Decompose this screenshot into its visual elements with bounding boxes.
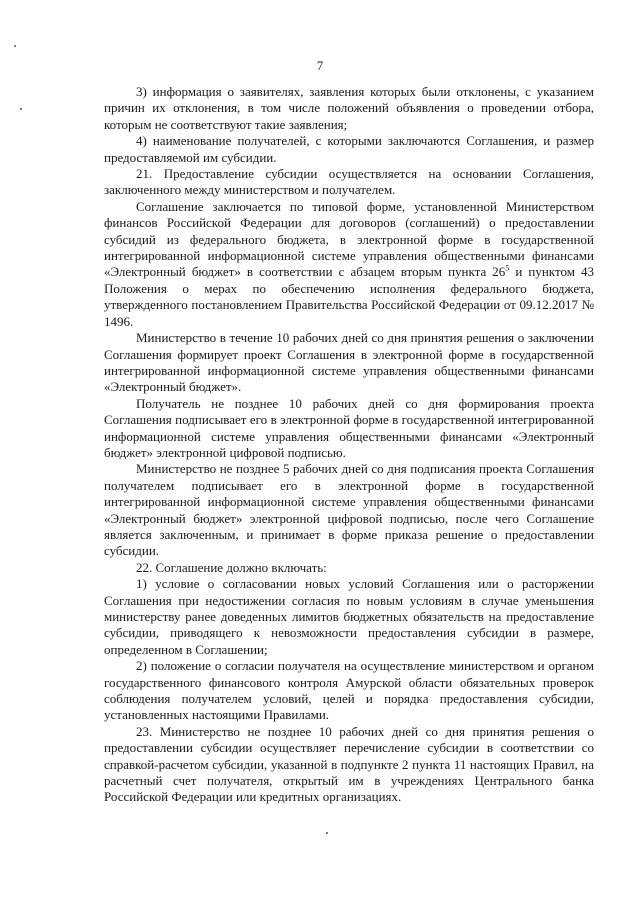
- scan-speck: [326, 832, 328, 834]
- paragraph-text: Соглашение заключается по типовой форме, установленной Министерством финансов Российской Федерации для договоров (соглашений) о предоставлении субсидий из федерального бюджета, в электронной форме в государственной интегрированной информационной системе управления общественными финансами «Электронный бюджет» в соответствии с абзацем вторым пункта 26: [104, 198, 594, 280]
- document-body: [104, 84, 594, 806]
- paragraph-text-tail: и пунктом 43 Положения о мерах по обеспечению исполнения федерального бюджета, утвержденного постановлением Правительства Российской Федерации от 09.12.2017 № 1496.: [104, 264, 594, 329]
- paragraph: Получатель не позднее 10 рабочих дней со дня формирования проекта Соглашения подписывает его в электронной форме в государственной интегрированной информационной системе управления общественными финансами «Электронный бюджет» электронной цифровой подписью.: [104, 395, 594, 460]
- paragraph: 1) условие о согласовании новых условий Соглашения или о расторжении Соглашения при недостижении согласия по новым условиям в случае уменьшения министерству ранее доведенных лимитов бюджетных обязательств на предоставление субсидии, приводящего к невозможности предоставления субсидии в размере, определенном в Соглашении;: [104, 576, 594, 657]
- paragraph: 23. Министерство не позднее 10 рабочих дней со дня принятия решения о предоставлении субсидии осуществляет перечисление субсидии в соответствии со справкой-расчетом субсидии, указанной в подпункте 2 пункта 11 настоящих Правил, на расчетный счет получателя, открытый им в учреждениях Центрального банка Российской Федерации или кредитных организациях.: [104, 723, 594, 805]
- scan-speck: [20, 108, 22, 110]
- paragraph: 2) положение о согласии получателя на осуществление министерством и органом государственного финансового контроля Амурской области обязательных проверок соблюдения получателем условий, целей и порядка предоставления субсидии, установленных настоящими Правилами.: [104, 658, 594, 723]
- paragraph: Министерство в течение 10 рабочих дней со дня принятия решения о заключении Соглашения формирует проект Соглашения в электронной форме в государственной интегрированной информационной системе управления общественными финансами «Электронный бюджет».: [104, 330, 594, 395]
- superscript-number: 5: [505, 264, 510, 274]
- paragraph: 22. Соглашение должно включать:: [136, 559, 327, 575]
- paragraph: 4) наименование получателей, с которыми заключаются Соглашения, и размер предоставляемой им субсидии.: [104, 133, 594, 165]
- paragraph-with-footnote: [104, 199, 594, 330]
- paragraph: 3) информация о заявителях, заявления которых были отклонены, с указанием причин их отклонения, в том числе положений объявления о проведении отбора, которым не соответствуют такие заявления;: [104, 84, 594, 132]
- paragraph: 21. Предоставление субсидии осуществляется на основании Соглашения, заключенного между министерством и получателем.: [104, 166, 594, 198]
- paragraph: Министерство не позднее 5 рабочих дней со дня подписания проекта Соглашения получателем подписывает его в электронной форме в государственной интегрированной информационной системе управления общественными финансами «Электронный бюджет» электронной цифровой подписью, после чего Соглашение является заключенным, и принимает в форме приказа решение о предоставлении субсидии.: [104, 461, 594, 559]
- page-number: 7: [316, 58, 324, 73]
- scan-speck: [14, 45, 16, 47]
